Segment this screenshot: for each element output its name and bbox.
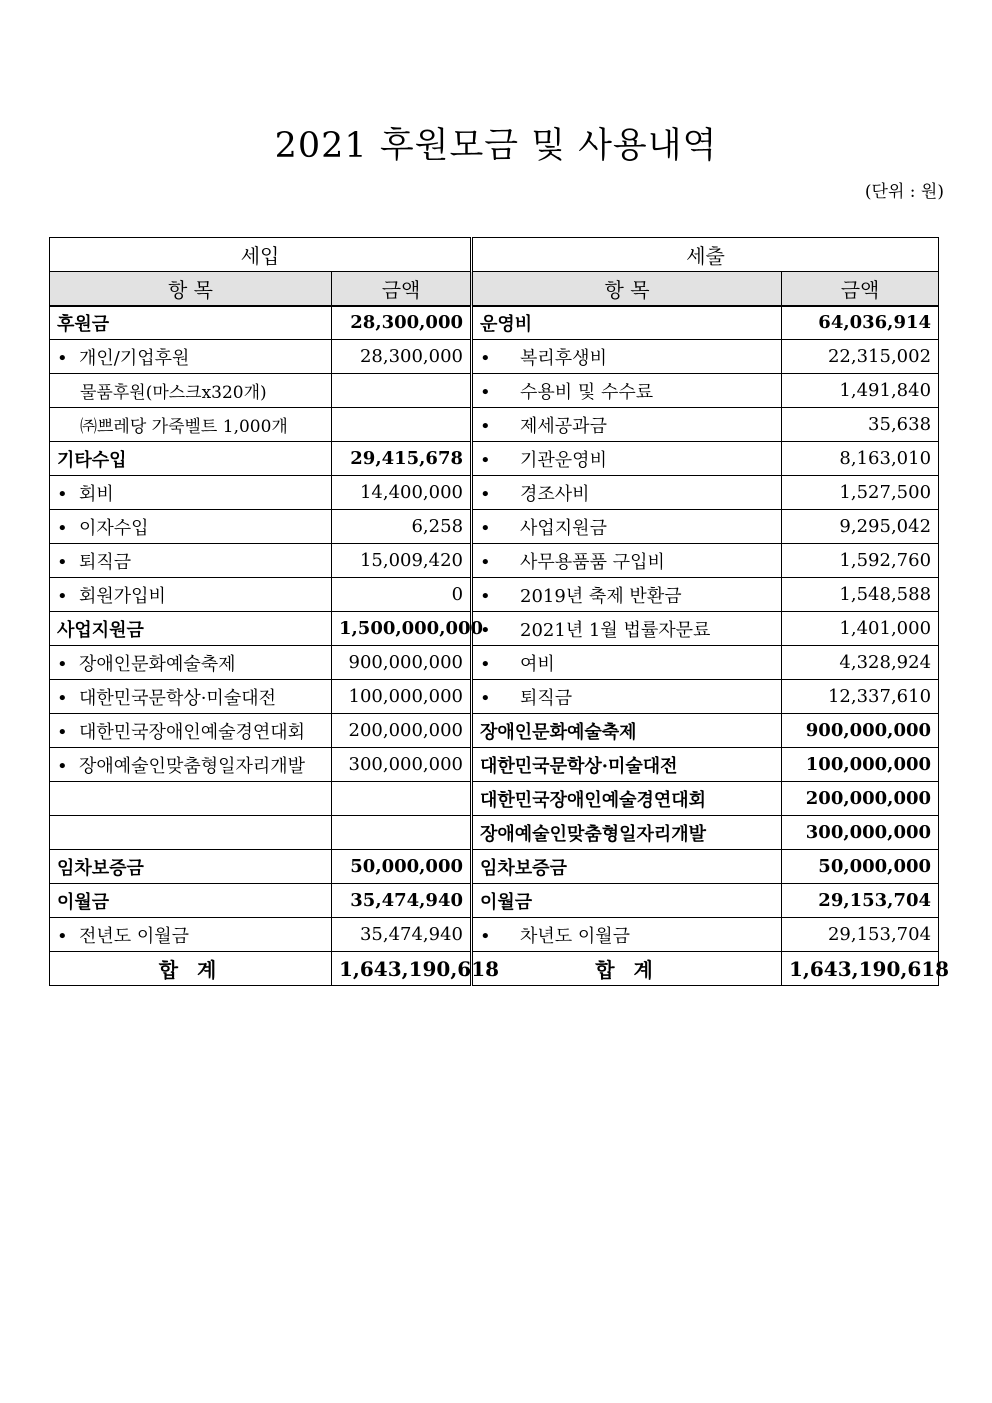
expense-item: • 사무용품품 구입비 — [472, 544, 782, 578]
table-row — [50, 544, 939, 578]
bullet-icon: • — [57, 347, 68, 369]
income-item: • 전년도 이월금 — [50, 918, 332, 952]
expense-amount: 300,000,000 — [782, 816, 939, 850]
expense-item: • 차년도 이월금 — [472, 918, 782, 952]
table-row — [50, 748, 939, 782]
income-amount — [332, 782, 472, 816]
table-row — [50, 680, 939, 714]
income-amount: 100,000,000 — [332, 680, 472, 714]
bullet-icon: • — [480, 449, 491, 471]
expense-item: • 경조사비 — [472, 476, 782, 510]
table-row — [50, 578, 939, 612]
expense-amount: 22,315,002 — [782, 340, 939, 374]
expense-amount: 29,153,704 — [782, 884, 939, 918]
expense-item: • 사업지원금 — [472, 510, 782, 544]
income-item: • 이자수입 — [50, 510, 332, 544]
table-row — [50, 918, 939, 952]
income-item: • 회원가입비 — [50, 578, 332, 612]
expense-category: 임차보증금 — [472, 850, 782, 884]
bullet-icon: • — [480, 687, 491, 709]
table-row — [50, 714, 939, 748]
table-row — [50, 442, 939, 476]
expense-amount: 8,163,010 — [782, 442, 939, 476]
expense-amount-header: 금액 — [782, 272, 939, 306]
income-amount: 200,000,000 — [332, 714, 472, 748]
income-amount: 35,474,940 — [332, 884, 472, 918]
income-amount: 6,258 — [332, 510, 472, 544]
table-row — [50, 646, 939, 680]
income-amount — [332, 408, 472, 442]
bullet-icon: • — [480, 585, 491, 607]
income-amount: 28,300,000 — [332, 340, 472, 374]
bullet-icon: • — [480, 551, 491, 573]
bullet-icon: • — [480, 381, 491, 403]
bullet-icon: • — [57, 687, 68, 709]
bullet-icon: • — [57, 585, 68, 607]
expense-category: 운영비 — [472, 306, 782, 340]
income-expense-table — [49, 237, 950, 986]
income-amount: 35,474,940 — [332, 918, 472, 952]
bullet-icon: • — [480, 415, 491, 437]
income-item — [50, 816, 332, 850]
expense-amount: 1,401,000 — [782, 612, 939, 646]
expense-amount: 900,000,000 — [782, 714, 939, 748]
income-item: • 대한민국문학상·미술대전 — [50, 680, 332, 714]
table-row — [50, 306, 939, 340]
table-row — [50, 782, 939, 816]
expense-amount: 29,153,704 — [782, 918, 939, 952]
page-title: 2021 후원모금 및 사용내역 — [274, 126, 718, 166]
income-total-amount: 1,643,190,618 — [332, 952, 472, 986]
expense-item: • 2021년 1월 법률자문료 — [472, 612, 782, 646]
bullet-icon: • — [57, 517, 68, 539]
income-item: • 퇴직금 — [50, 544, 332, 578]
bullet-icon: • — [57, 483, 68, 505]
income-header: 세입 — [50, 238, 472, 272]
income-item — [50, 782, 332, 816]
expense-amount: 35,638 — [782, 408, 939, 442]
income-amount: 1,500,000,000 — [332, 612, 472, 646]
bullet-icon: • — [480, 925, 491, 947]
income-amount: 900,000,000 — [332, 646, 472, 680]
income-amount: 15,009,420 — [332, 544, 472, 578]
income-category: 임차보증금 — [50, 850, 332, 884]
expense-item: • 제세공과금 — [472, 408, 782, 442]
income-amount: 29,415,678 — [332, 442, 472, 476]
income-amount: 14,400,000 — [332, 476, 472, 510]
expense-amount: 12,337,610 — [782, 680, 939, 714]
table-row — [50, 816, 939, 850]
table-row — [50, 884, 939, 918]
income-category: 이월금 — [50, 884, 332, 918]
expense-amount: 1,548,588 — [782, 578, 939, 612]
expense-item: • 복리후생비 — [472, 340, 782, 374]
expense-category: 대한민국장애인예술경연대회 — [472, 782, 782, 816]
income-amount: 50,000,000 — [332, 850, 472, 884]
income-category: 사업지원금 — [50, 612, 332, 646]
table-row — [50, 612, 939, 646]
unit-label: (단위 : 원) — [864, 182, 944, 202]
expense-total-amount: 1,643,190,618 — [782, 952, 939, 986]
expense-item: • 기관운영비 — [472, 442, 782, 476]
bullet-icon: • — [480, 619, 491, 641]
expense-amount: 50,000,000 — [782, 850, 939, 884]
income-category: 기타수입 — [50, 442, 332, 476]
income-item: • 대한민국장애인예술경연대회 — [50, 714, 332, 748]
table-row — [50, 850, 939, 884]
income-category: 후원금 — [50, 306, 332, 340]
expense-amount: 4,328,924 — [782, 646, 939, 680]
expense-item: • 2019년 축제 반환금 — [472, 578, 782, 612]
table-row — [50, 510, 939, 544]
expense-amount: 100,000,000 — [782, 748, 939, 782]
table-row — [50, 340, 939, 374]
expense-amount: 1,527,500 — [782, 476, 939, 510]
expense-item: • 퇴직금 — [472, 680, 782, 714]
income-amount: 300,000,000 — [332, 748, 472, 782]
bullet-icon: • — [57, 653, 68, 675]
income-amount: 0 — [332, 578, 472, 612]
income-item: ㈜쁘레당 가죽벨트 1,000개 — [50, 408, 332, 442]
expense-total-label: 합 계 — [472, 952, 782, 986]
expense-category: 대한민국문학상·미술대전 — [472, 748, 782, 782]
bullet-icon: • — [480, 483, 491, 505]
bullet-icon: • — [480, 653, 491, 675]
bullet-icon: • — [57, 721, 68, 743]
income-item: 물품후원(마스크x320개) — [50, 374, 332, 408]
table-row — [50, 374, 939, 408]
income-amount — [332, 816, 472, 850]
expense-category: 이월금 — [472, 884, 782, 918]
bullet-icon: • — [480, 347, 491, 369]
table-row — [50, 476, 939, 510]
total-row — [50, 952, 939, 986]
expense-header: 세출 — [472, 238, 939, 272]
expense-amount: 200,000,000 — [782, 782, 939, 816]
expense-amount: 1,491,840 — [782, 374, 939, 408]
income-amount-header: 금액 — [332, 272, 472, 306]
income-item: • 장애인문화예술축제 — [50, 646, 332, 680]
income-item: • 개인/기업후원 — [50, 340, 332, 374]
income-amount — [332, 374, 472, 408]
expense-amount: 64,036,914 — [782, 306, 939, 340]
income-amount: 28,300,000 — [332, 306, 472, 340]
income-item: • 장애예술인맞춤형일자리개발 — [50, 748, 332, 782]
bullet-icon: • — [57, 551, 68, 573]
expense-amount: 9,295,042 — [782, 510, 939, 544]
table-row — [50, 408, 939, 442]
expense-item: • 수용비 및 수수료 — [472, 374, 782, 408]
bullet-icon: • — [57, 755, 68, 777]
expense-category: 장애인문화예술축제 — [472, 714, 782, 748]
income-total-label: 합 계 — [50, 952, 332, 986]
bullet-icon: • — [480, 517, 491, 539]
bullet-icon: • — [57, 925, 68, 947]
expense-item: • 여비 — [472, 646, 782, 680]
expense-item-header: 항 목 — [472, 272, 782, 306]
expense-category: 장애예술인맞춤형일자리개발 — [472, 816, 782, 850]
income-item-header: 항 목 — [50, 272, 332, 306]
expense-amount: 1,592,760 — [782, 544, 939, 578]
income-item: • 회비 — [50, 476, 332, 510]
